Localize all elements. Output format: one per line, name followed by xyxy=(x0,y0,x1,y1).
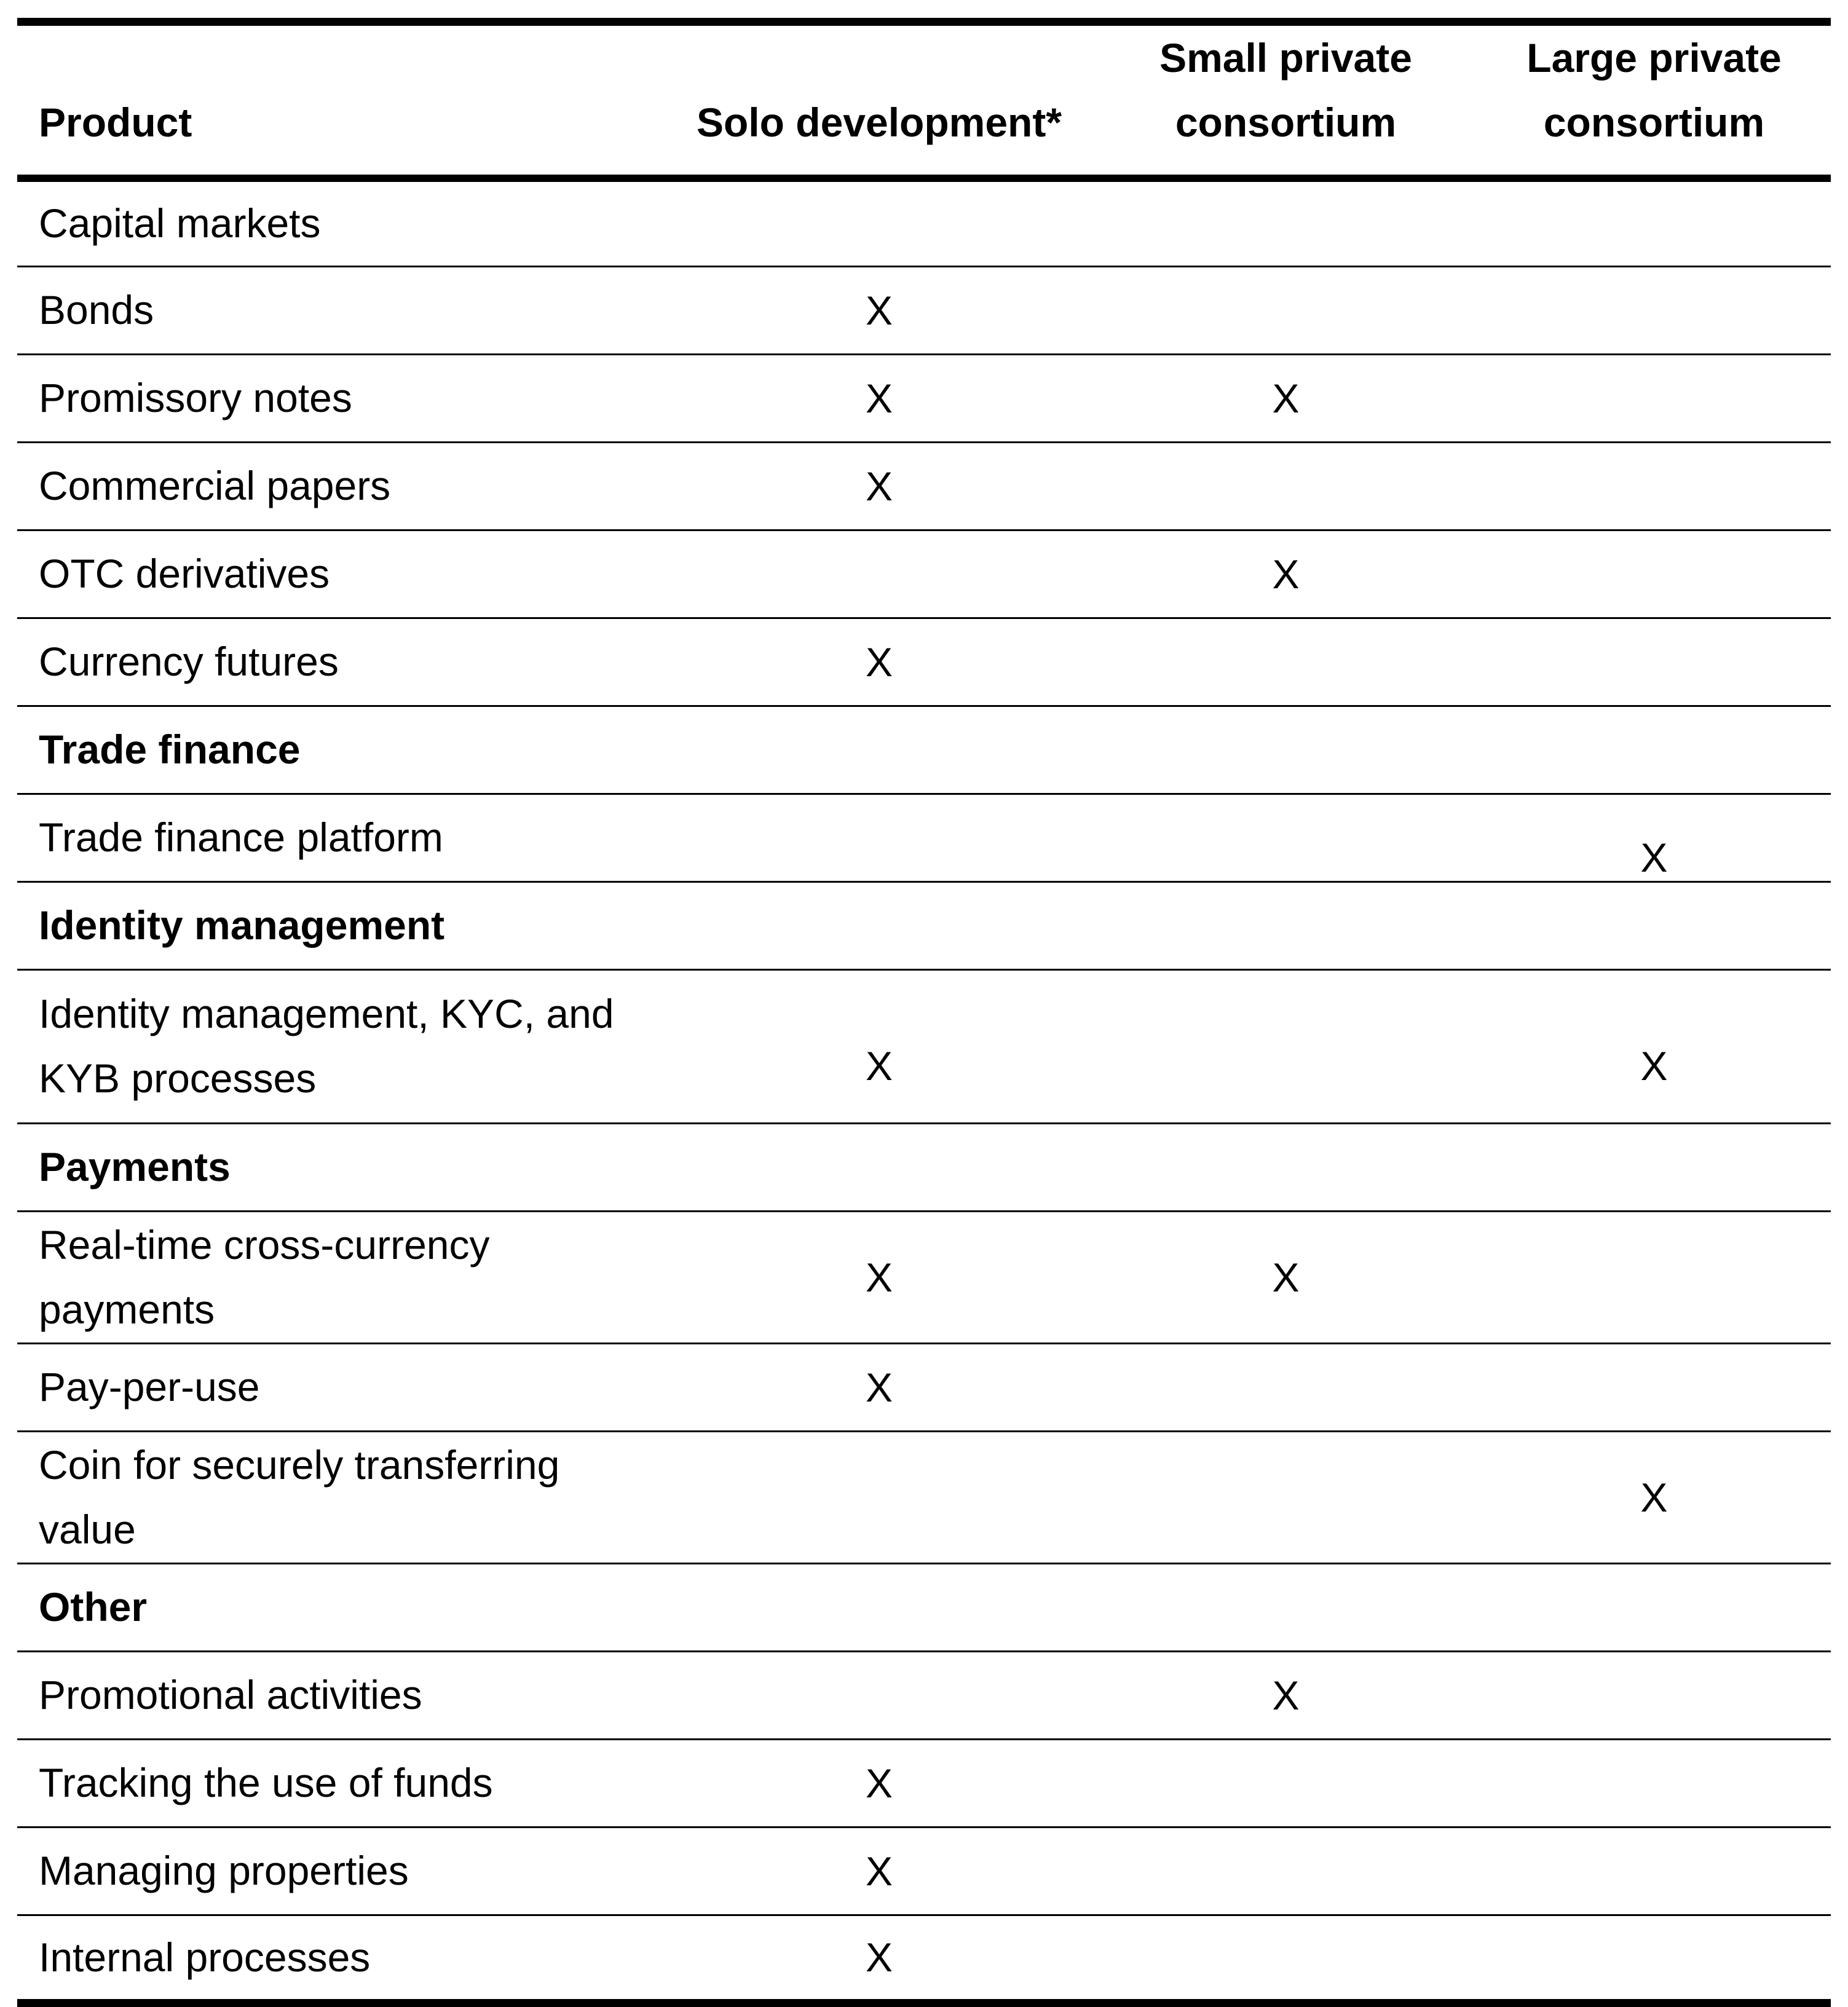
x-mark-cell xyxy=(1094,530,1477,618)
x-mark-cell xyxy=(664,1739,1094,1827)
empty-cell xyxy=(1477,1651,1831,1739)
product-row xyxy=(17,1915,1831,2003)
empty-cell xyxy=(1477,1211,1831,1343)
empty-cell xyxy=(1477,178,1831,266)
x-mark: X xyxy=(865,639,893,685)
column-header-small-private-consortium xyxy=(1094,22,1477,179)
x-mark: X xyxy=(1272,375,1300,421)
category-row xyxy=(17,1563,1831,1651)
empty-cell xyxy=(664,794,1094,881)
category-row xyxy=(17,706,1831,794)
empty-cell xyxy=(1477,881,1831,969)
empty-cell xyxy=(664,1431,1094,1563)
x-mark-cell xyxy=(664,1827,1094,1915)
product-label: Promissory notes xyxy=(39,375,352,420)
empty-cell xyxy=(1477,1343,1831,1431)
category-row xyxy=(17,178,1831,266)
empty-cell xyxy=(1094,969,1477,1123)
empty-cell xyxy=(664,881,1094,969)
product-label: Payments xyxy=(39,1144,231,1189)
empty-cell xyxy=(1094,1431,1477,1563)
x-mark: X xyxy=(865,1760,893,1806)
empty-cell xyxy=(664,1651,1094,1739)
empty-cell xyxy=(664,178,1094,266)
empty-cell xyxy=(1477,1563,1831,1651)
empty-cell xyxy=(664,706,1094,794)
product-label: Trade finance xyxy=(39,727,301,772)
empty-cell xyxy=(1477,530,1831,618)
x-mark: X xyxy=(1272,1254,1300,1300)
empty-cell xyxy=(1094,618,1477,706)
header-line: Large private xyxy=(1526,35,1782,81)
product-label: Pay-per-use xyxy=(39,1364,260,1410)
header-line: consortium xyxy=(1175,100,1397,145)
empty-cell xyxy=(1094,881,1477,969)
column-header-large-private-consortium xyxy=(1477,22,1831,179)
empty-cell xyxy=(1477,706,1831,794)
x-mark-cell xyxy=(1477,794,1831,881)
product-row xyxy=(17,1739,1831,1827)
x-mark: X xyxy=(865,375,893,421)
product-row xyxy=(17,1827,1831,1915)
header-line: consortium xyxy=(1543,100,1765,145)
x-mark: X xyxy=(1640,834,1668,880)
product-label: Commercial papers xyxy=(39,463,391,508)
product-label: Real-time cross-currency payments xyxy=(39,1221,490,1332)
x-mark-cell xyxy=(1477,969,1831,1123)
x-mark-cell xyxy=(1094,1651,1477,1739)
category-row xyxy=(17,1123,1831,1211)
x-mark: X xyxy=(865,1254,893,1300)
x-mark-cell xyxy=(1094,1211,1477,1343)
x-mark: X xyxy=(865,463,893,509)
empty-cell xyxy=(1477,1827,1831,1915)
x-mark-cell xyxy=(664,969,1094,1123)
product-row xyxy=(17,442,1831,530)
empty-cell xyxy=(664,530,1094,618)
empty-cell xyxy=(1094,1915,1477,2003)
empty-cell xyxy=(664,1123,1094,1211)
header-line: Product xyxy=(39,100,192,145)
empty-cell xyxy=(664,1563,1094,1651)
product-row xyxy=(17,1343,1831,1431)
header-row xyxy=(17,22,1831,179)
x-mark-cell xyxy=(664,1343,1094,1431)
x-mark: X xyxy=(865,1848,893,1894)
x-mark-cell xyxy=(1477,1431,1831,1563)
empty-cell xyxy=(1094,1123,1477,1211)
empty-cell xyxy=(1477,1123,1831,1211)
product-label: Bonds xyxy=(39,287,154,333)
x-mark: X xyxy=(865,1364,893,1410)
table-body xyxy=(17,178,1831,2003)
x-mark: X xyxy=(1272,551,1300,597)
empty-cell xyxy=(1477,442,1831,530)
x-mark-cell xyxy=(664,442,1094,530)
x-mark: X xyxy=(1272,1672,1300,1718)
product-label-line: Identity management, KYC, and xyxy=(39,991,614,1036)
product-label: Tracking the use of funds xyxy=(39,1760,493,1805)
column-header-solo-development xyxy=(664,22,1094,179)
column-header-product xyxy=(17,22,664,179)
empty-cell xyxy=(1477,618,1831,706)
x-mark: X xyxy=(1640,1474,1668,1520)
x-mark-cell xyxy=(664,618,1094,706)
x-mark-cell xyxy=(664,266,1094,354)
product-row xyxy=(17,354,1831,442)
product-row xyxy=(17,618,1831,706)
product-label xyxy=(17,969,664,1123)
product-row xyxy=(17,969,1831,1123)
empty-cell xyxy=(1477,266,1831,354)
empty-cell xyxy=(1094,442,1477,530)
product-label: Identity management xyxy=(39,902,445,948)
empty-cell xyxy=(1094,178,1477,266)
product-row xyxy=(17,1651,1831,1739)
header-line: Solo development* xyxy=(696,100,1062,145)
product-development-table xyxy=(17,18,1831,2007)
x-mark: X xyxy=(865,287,893,333)
x-mark-cell xyxy=(664,354,1094,442)
product-label: OTC derivatives xyxy=(39,551,330,596)
empty-cell xyxy=(1094,1343,1477,1431)
header-line: Small private xyxy=(1159,35,1412,81)
empty-cell xyxy=(1094,706,1477,794)
x-mark: X xyxy=(865,1043,893,1089)
product-label: Internal processes xyxy=(39,1934,371,1980)
x-mark: X xyxy=(865,1934,893,1980)
product-label: Currency futures xyxy=(39,639,339,684)
empty-cell xyxy=(1477,1739,1831,1827)
product-label: Trade finance platform xyxy=(39,814,443,860)
empty-cell xyxy=(1094,794,1477,881)
product-label: Promotional activities xyxy=(39,1672,422,1717)
product-label: Capital markets xyxy=(39,200,321,246)
empty-cell xyxy=(1094,1827,1477,1915)
product-label: Other xyxy=(39,1584,148,1630)
empty-cell xyxy=(1094,1739,1477,1827)
product-row xyxy=(17,530,1831,618)
category-row xyxy=(17,881,1831,969)
x-mark-cell xyxy=(664,1915,1094,2003)
product-row xyxy=(17,266,1831,354)
empty-cell xyxy=(1094,1563,1477,1651)
x-mark: X xyxy=(1640,1043,1668,1089)
product-label: Managing properties xyxy=(39,1848,409,1893)
x-mark-cell xyxy=(1094,354,1477,442)
product-label-line: KYB processes xyxy=(39,1055,317,1101)
empty-cell xyxy=(1094,266,1477,354)
product-label: Coin for securely transferring value xyxy=(39,1441,560,1552)
product-row xyxy=(17,794,1831,881)
product-row xyxy=(17,1211,1831,1343)
product-row xyxy=(17,1431,1831,1563)
x-mark-cell xyxy=(664,1211,1094,1343)
empty-cell xyxy=(1477,354,1831,442)
empty-cell xyxy=(1477,1915,1831,2003)
